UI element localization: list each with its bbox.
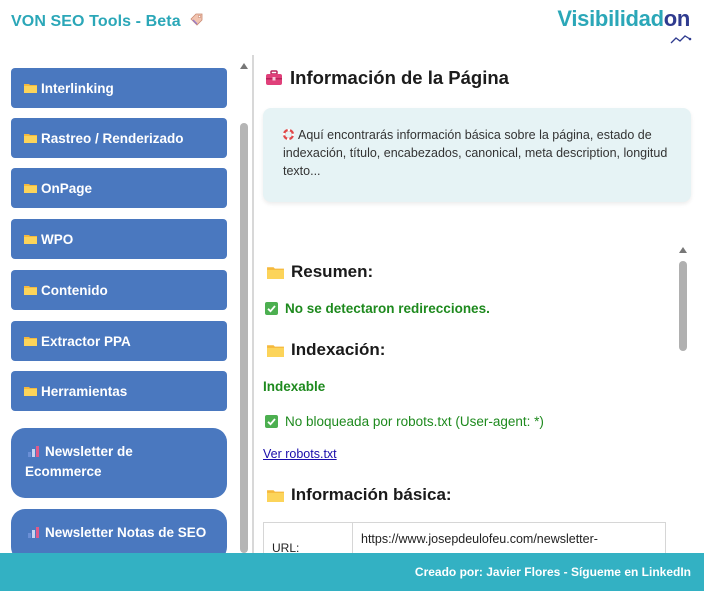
robots-link[interactable]: Ver robots.txt (263, 447, 337, 461)
folder-icon (267, 489, 284, 502)
footer-credit-link[interactable]: Creado por: Javier Flores - Sígueme en LinkedIn (414, 565, 691, 579)
scroll-up-arrow-icon[interactable] (240, 63, 248, 69)
sidebar-item-wpo[interactable] (11, 219, 227, 259)
sidebar-scroll-thumb[interactable] (240, 123, 248, 553)
scroll-up-arrow-icon[interactable] (679, 247, 687, 253)
folder-icon (24, 234, 37, 244)
newsletter-label-line1: Newsletter Notas de SEO (45, 525, 207, 540)
sidebar-newsletter-ecommerce[interactable] (11, 428, 227, 498)
intro-box (263, 108, 691, 202)
brand-logo[interactable] (557, 6, 690, 32)
table-value: https://www.josepdeulofeu.com/newsletter- (353, 523, 666, 554)
footer (0, 553, 704, 591)
redirect-status-text: No se detectaron redirecciones. (285, 301, 490, 316)
basic-info-table (263, 522, 666, 553)
folder-icon (24, 336, 37, 346)
sidebar-item-label: Extractor PPA (41, 333, 131, 349)
folder-icon (267, 266, 284, 279)
chart-icon (28, 446, 40, 457)
sidebar-item-contenido[interactable] (11, 270, 227, 310)
folder-icon (267, 344, 284, 357)
info-basica-heading-text: Información básica: (291, 485, 452, 504)
indexacion-heading (267, 340, 385, 360)
table-key: URL: (264, 523, 353, 554)
indexable-status: Indexable (263, 379, 326, 394)
sidebar-scrollbar[interactable] (239, 63, 249, 553)
robots-status (265, 414, 544, 429)
robots-status-text: No bloqueada por robots.txt (User-agent: *) (285, 414, 544, 429)
newsletter-label-line2: Ecommerce (25, 464, 102, 479)
brand-main-text: Visibilidad (557, 6, 664, 31)
newsletter-label-line1: Newsletter de (45, 444, 133, 459)
main-panel (254, 55, 704, 553)
app-header (0, 0, 704, 55)
toolbox-icon (265, 70, 283, 86)
main-scrollbar[interactable] (678, 247, 688, 553)
app-title-text: VON SEO Tools - Beta (11, 13, 181, 30)
main-scroll-thumb[interactable] (679, 261, 687, 351)
sidebar-item-label: WPO (41, 231, 74, 247)
sidebar-newsletter-notas-seo[interactable] (11, 509, 227, 553)
check-icon (265, 415, 278, 428)
newsletter-line (26, 523, 215, 543)
results-scroll-area (254, 245, 689, 553)
sidebar (0, 55, 252, 553)
sidebar-item-extractor-ppa[interactable] (11, 321, 227, 361)
brand-suffix-text: on (663, 6, 690, 31)
app-title (11, 13, 203, 31)
intro-text: Aquí encontrarás información básica sobre la página, estado de indexación, título, encabezados, canonical, meta description, longitud texto... (283, 128, 668, 178)
check-icon (265, 302, 278, 315)
folder-icon (24, 83, 37, 93)
sidebar-item-herramientas[interactable] (11, 371, 227, 411)
sidebar-item-rastreo[interactable] (11, 118, 227, 158)
folder-icon (24, 386, 37, 396)
trend-line-icon (670, 34, 692, 44)
newsletter-line (26, 442, 215, 462)
folder-icon (24, 183, 37, 193)
folder-icon (24, 133, 37, 143)
lifebuoy-icon (283, 129, 294, 140)
resumen-heading (267, 262, 373, 282)
page-title-text: Información de la Página (290, 67, 509, 88)
indexacion-heading-text: Indexación: (291, 340, 386, 359)
sidebar-item-onpage[interactable] (11, 168, 227, 208)
chart-icon (28, 527, 40, 538)
tag-icon (189, 13, 203, 27)
sidebar-item-label: Interlinking (41, 80, 114, 96)
sidebar-item-interlinking[interactable] (11, 68, 227, 108)
sidebar-item-label: Herramientas (41, 383, 128, 399)
info-basica-heading (267, 485, 452, 505)
redirect-status (265, 301, 490, 316)
page-title (265, 67, 509, 89)
sidebar-item-label: OnPage (41, 180, 93, 196)
table-row (264, 523, 666, 554)
footer-strip (0, 591, 704, 597)
resumen-heading-text: Resumen: (291, 262, 374, 281)
sidebar-item-label: Contenido (41, 282, 108, 298)
folder-icon (24, 285, 37, 295)
sidebar-item-label: Rastreo / Renderizado (41, 130, 184, 146)
